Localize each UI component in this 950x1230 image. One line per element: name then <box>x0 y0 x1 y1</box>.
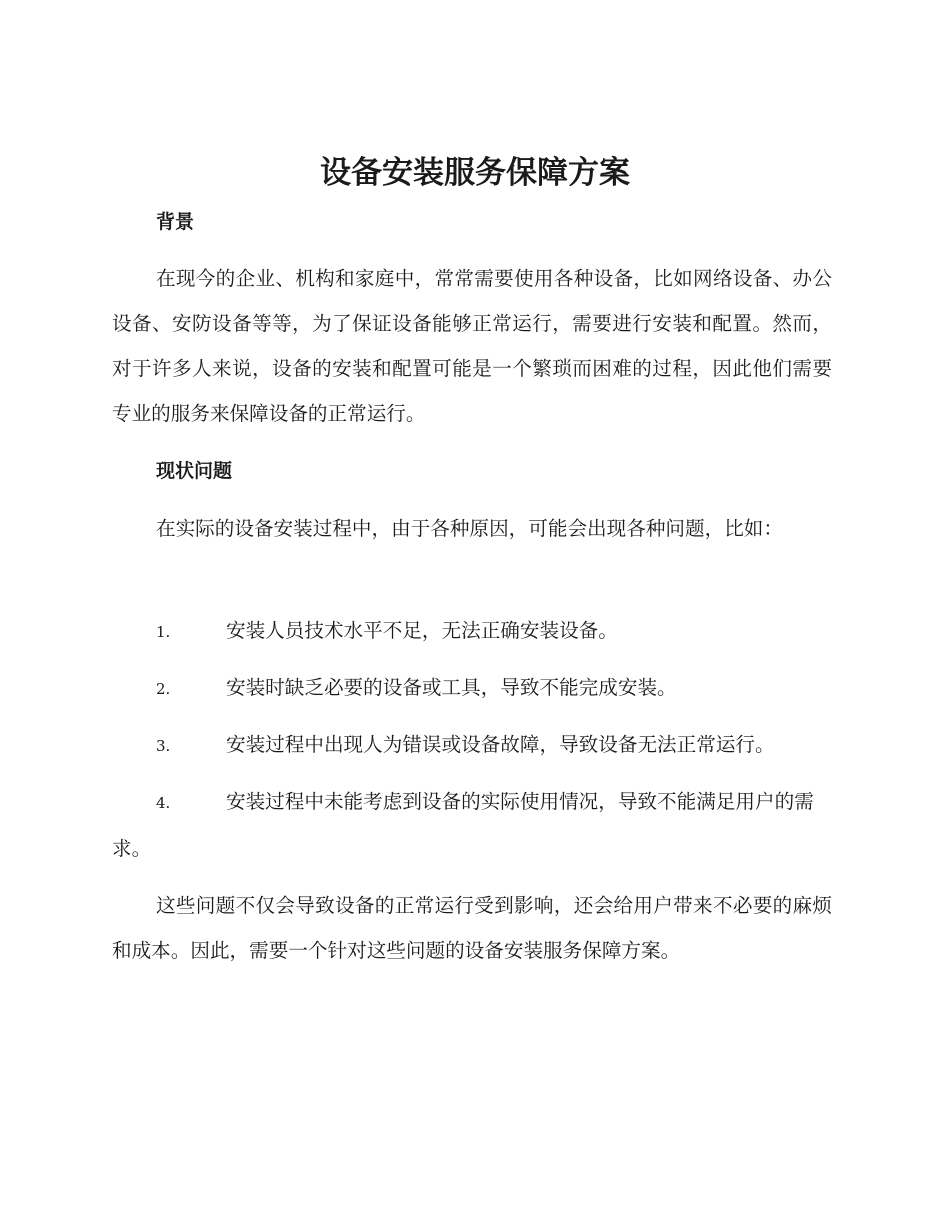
issues-intro-paragraph: 在实际的设备安装过程中，由于各种原因，可能会出现各种问题，比如： <box>156 517 783 540</box>
list-item-number: 3. <box>156 737 171 755</box>
background-paragraph: 在现今的企业、机构和家庭中，常常需要使用各种设备，比如网络设备、办公设备、安防设备等等，为了保证设备能够正常运行，需要进行安装和配置。然而，对于许多人来说，设备的安装和配置可能是一个繁琐而困难的过程，因此他们需要专业的服务来保障设备的正常运行。 <box>112 267 832 425</box>
list-item-number: 1. <box>156 623 171 641</box>
list-item <box>112 665 832 712</box>
conclusion-paragraph: 这些问题不仅会导致设备的正常运行受到影响，还会给用户带来不必要的麻烦和成本。因此，需要一个针对这些问题的设备安装服务保障方案。 <box>112 894 832 962</box>
section-heading-background: 背景 <box>156 211 195 233</box>
list-item <box>112 779 832 871</box>
list-item-text: 安装过程中出现人为错误或设备故障，导致设备无法正常运行。 <box>226 733 775 756</box>
list-item-number: 2. <box>156 680 171 698</box>
list-item-text: 安装过程中未能考虑到设备的实际使用情况，导致不能满足用户的需求。 <box>112 790 814 860</box>
list-item <box>112 608 832 655</box>
list-item-text: 安装时缺乏必要的设备或工具，导致不能完成安装。 <box>226 676 677 699</box>
list-item-text: 安装人员技术水平不足，无法正确安装设备。 <box>226 619 618 642</box>
document-title: 设备安装服务保障方案 <box>320 155 630 191</box>
list-item <box>112 722 832 769</box>
section-heading-current-issues: 现状问题 <box>156 460 233 482</box>
list-item-number: 4. <box>156 794 171 812</box>
